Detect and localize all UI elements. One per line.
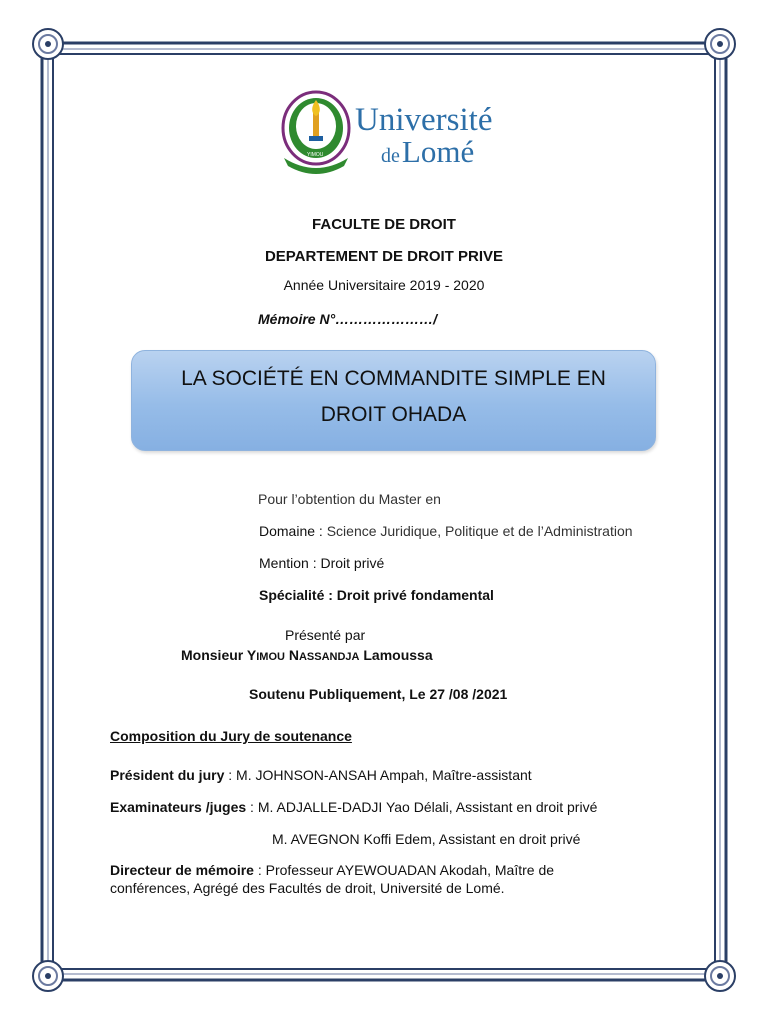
faculty-heading: FACULTE DE DROIT: [312, 216, 456, 233]
author-middle-initial: N: [288, 647, 299, 663]
director-label: Directeur de mémoire: [110, 862, 254, 878]
logo-wordmark-de: de: [381, 145, 400, 167]
memoire-number: Mémoire N°…………………/: [258, 311, 438, 327]
corner-ornament-icon: [705, 961, 735, 991]
degree-mention: Mention : Droit privé: [259, 555, 385, 571]
academic-year: Année Universitaire 2019 - 2020: [283, 277, 485, 293]
jury-president: [110, 767, 532, 783]
thesis-title-line2: DROIT OHADA: [320, 403, 467, 426]
author-first-rest: IMOU: [256, 651, 285, 663]
author-middle-rest: ASSANDJA: [298, 651, 360, 663]
jury-heading: Composition du Jury de soutenance: [110, 728, 352, 744]
defense-date: Soutenu Publiquement, Le 27 /08 /2021: [249, 686, 508, 702]
logo-wordmark-line1: Université: [355, 102, 493, 138]
degree-domain: [259, 523, 633, 539]
presented-by: Présenté par: [285, 627, 366, 643]
jury-examiners: [110, 799, 597, 815]
examiners-value-2: M. AVEGNON Koffi Edem, Assistant en droit privé: [272, 831, 581, 847]
author-title: Monsieur: [181, 647, 244, 663]
director-value-2: conférences, Agrégé des Facultés de droit, Université de Lomé.: [110, 880, 505, 896]
domain-value: Science Juridique, Politique et de l’Administration: [326, 523, 633, 539]
logo-wordmark-line2: [381, 134, 474, 170]
degree-purpose: Pour l’obtention du Master en: [258, 491, 441, 507]
thesis-title-box: [131, 350, 656, 451]
corner-ornament-icon: [33, 29, 63, 59]
corner-ornament-icon: [705, 29, 735, 59]
jury-director: [110, 862, 554, 878]
examiners-label: Examinateurs /juges: [110, 799, 247, 815]
university-seal-icon: [278, 88, 354, 180]
author-name: [181, 647, 433, 663]
thesis-title-line1: LA SOCIÉTÉ EN COMMANDITE SIMPLE EN: [181, 367, 606, 390]
author-first-initial: Y: [246, 647, 257, 663]
corner-ornament-icon: [33, 961, 63, 991]
department-heading: DEPARTEMENT DE DROIT PRIVE: [264, 248, 504, 265]
seal-caption: YIMOU: [307, 152, 324, 158]
logo-wordmark-lome: Lomé: [401, 134, 475, 169]
president-label: Président du jury: [110, 767, 225, 783]
author-last-name: Lamoussa: [363, 647, 433, 663]
domain-label: Domaine :: [259, 523, 323, 539]
examiners-value-1: : M. ADJALLE-DADJI Yao Délali, Assistant en droit privé: [246, 799, 598, 815]
university-logo: [278, 88, 518, 180]
degree-specialite: Spécialité : Droit privé fondamental: [259, 587, 494, 603]
president-value: : M. JOHNSON-ANSAH Ampah, Maître-assistant: [224, 767, 532, 783]
director-value-1: : Professeur AYEWOUADAN Akodah, Maître de: [253, 862, 555, 878]
